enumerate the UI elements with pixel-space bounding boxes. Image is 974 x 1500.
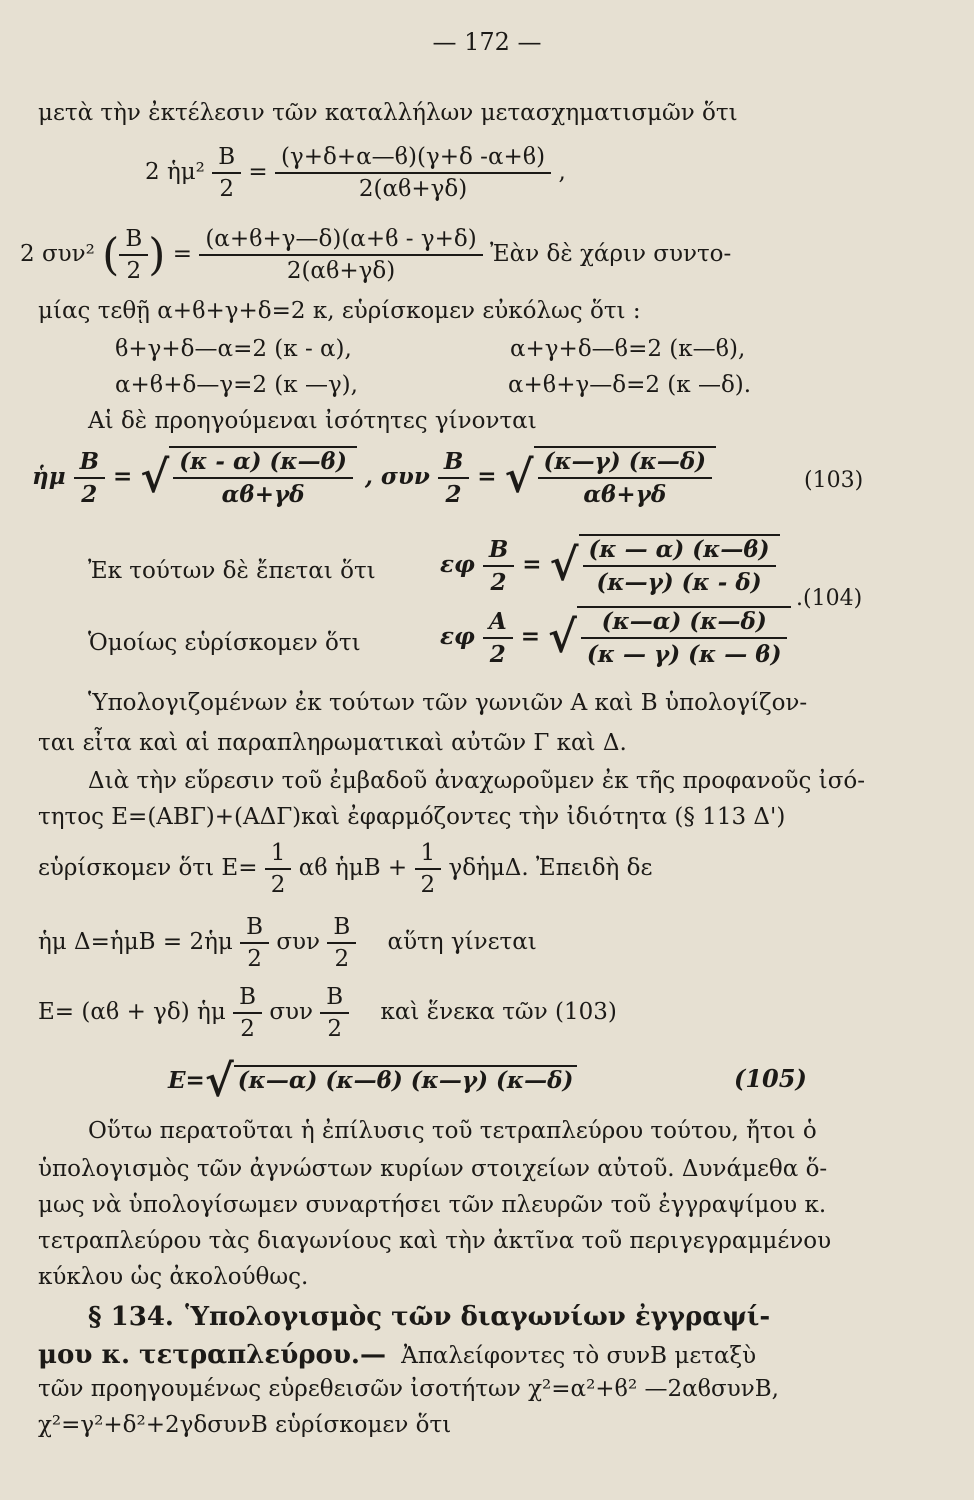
- text-line: χ²=γ²+δ²+2γδσυνΒ εὑρίσκομεν ὅτι: [38, 1412, 452, 1438]
- text-line: μετὰ τὴν ἐκτέλεσιν τῶν καταλλήλων μετασχηματισμῶν ὅτι: [38, 100, 738, 126]
- text-line: Ὑπολογιζομένων ἐκ τούτων τῶν γωνιῶν Α καὶ Β ὑπολογίζον-: [88, 690, 808, 716]
- equation-2: 2 συν² ( $\frac{B}{2}$ ) = $\frac{(\alpha+ϐ+\gamma—\delta)(\alpha+ϐ - \gamma+\delta)}{2(\alpha ϐ+\gamma\delta)}$ Ἐὰν δὲ χάριν συντο-: [20, 226, 732, 284]
- fraction: $\frac{(\gamma+\delta+\alpha—ϐ)(\gamma+\delta -\alpha+ϐ)}{2(\alpha ϐ+\gamma\delta)}$: [275, 144, 551, 202]
- section-heading: § 134. Ὑπολογισμὸς τῶν διαγωνίων ἐγγραψί-: [88, 1302, 771, 1332]
- equation-label-104: .(104): [796, 586, 863, 611]
- text-line: μίας τεθῇ α+ϐ+γ+δ=2 κ, εὑρίσκομεν εὐκόλως ὅτι :: [38, 298, 641, 324]
- page-number: — 172 —: [432, 28, 542, 56]
- text-line: ϐ+γ+δ—α=2 (κ - α),: [115, 336, 352, 362]
- formula-104a: εφ $\frac{B}{2}$ = √ $\frac{(\kappa — \alpha) (\kappa—ϐ)}{(\kappa—\gamma) (\kappa - \delta)}$: [440, 534, 780, 596]
- paren-left: (: [102, 229, 120, 281]
- text-line: ὑπολογισμὸς τῶν ἀγνώστων κυρίων στοιχείων αὐτοῦ. Δυνάμεθα ὅ-: [38, 1156, 828, 1182]
- equation-sinD: ἡμ Δ=ἡμΒ = 2ἡμ $\frac{B}{2}$ συν $\frac{B}{2}$ αὕτη γίνεται: [38, 914, 537, 972]
- formula-104b: εφ $\frac{A}{2}$ = √ $\frac{(\kappa—\alpha) (\kappa—\delta)}{(\kappa — \gamma) (\kappa — ϐ)}$: [440, 606, 791, 668]
- text-line: Ἐκ τούτων δὲ ἔπεται ὅτι: [88, 558, 376, 584]
- text-line: Αἱ δὲ προηγούμεναι ἰσότητες γίνονται: [88, 408, 537, 434]
- equation-label-105: (105): [734, 1064, 807, 1093]
- fraction: $\frac{B}{2}$: [119, 226, 148, 284]
- fraction: $\frac{(\alpha+ϐ+\gamma—\delta)(\alpha+ϐ - \gamma+\delta)}{2(\alpha ϐ+\gamma\delta)}$: [199, 226, 482, 284]
- text-tail: Ἐὰν δὲ χάριν συντο-: [490, 241, 732, 267]
- text-line: Ὁμοίως εὑρίσκομεν ὅτι: [88, 630, 361, 656]
- text-line: τῶν προηγουμένως εὑρεθεισῶν ἰσοτήτων χ²=α²+ϐ² —2αϐσυνΒ,: [38, 1376, 779, 1402]
- eq-lhs: 2 ἡμ²: [145, 159, 213, 185]
- text-line: α+ϐ+δ—γ=2 (κ —γ),: [115, 372, 358, 398]
- text-line: μως νὰ ὑπολογίσωμεν συναρτήσει τῶν πλευρῶν τοῦ ἐγγραψίμου κ.: [38, 1192, 827, 1218]
- fraction: $\frac{B}{2}$: [212, 144, 241, 202]
- equation-area: εὑρίσκομεν ὅτι Ε= $\frac{1}{2}$ αϐ ἡμΒ + $\frac{1}{2}$ γδἡμΔ. Ἐπειδὴ δε: [38, 840, 653, 898]
- section-heading-cont: μου κ. τετραπλεύρου.— Ἀπαλείφοντες τὸ συνΒ μεταξὺ: [38, 1340, 757, 1370]
- text-line: Διὰ τὴν εὕρεσιν τοῦ ἐμβαδοῦ ἀναχωροῦμεν ἐκ τῆς προφανοῦς ἰσό-: [88, 768, 866, 794]
- text-line: ται εἶτα καὶ αἱ παραπληρωματικαὶ αὐτῶν Γ καὶ Δ.: [38, 730, 627, 756]
- eq-lhs: 2 συν²: [20, 241, 95, 267]
- equation-1: [145, 144, 566, 202]
- paren-right: ): [148, 229, 166, 281]
- text-line: α+ϐ+γ—δ=2 (κ —δ).: [508, 372, 752, 398]
- text-line: Οὕτω περατοῦται ἡ ἐπίλυσις τοῦ τετραπλεύρου τούτου, ἤτοι ὁ: [88, 1118, 817, 1144]
- formula-105: E=√ (κ—α) (κ—ϐ) (κ—γ) (κ—δ): [168, 1060, 577, 1104]
- text-line: τητος Ε=(ΑΒΓ)+(ΑΔΓ)καὶ ἐφαρμόζοντες τὴν ἰδιότητα (§ 113 Δ'): [38, 804, 786, 830]
- equation-area-2: Ε= (αϐ + γδ) ἡμ $\frac{B}{2}$ συν $\frac{B}{2}$ καὶ ἕνεκα τῶν (103): [38, 984, 617, 1042]
- text-line: κύκλου ὡς ἀκολούθως.: [38, 1264, 309, 1290]
- formula-103: ἡμ $\frac{B}{2}$ = √ $\frac{(\kappa - \alpha) (\kappa—ϐ)}{\alpha ϐ+\gamma\delta}$ , συν $\frac{B}{2}$ = √ $\frac{(\kappa—\gamma) (\kappa—\delta)}{\alpha ϐ+\gamma\delta}$: [32, 446, 716, 508]
- comma: ,: [558, 159, 566, 185]
- text-line: α+γ+δ—ϐ=2 (κ—ϐ),: [510, 336, 746, 362]
- equation-label-103: (103): [804, 468, 864, 493]
- text-line: τετραπλεύρου τὰς διαγωνίους καὶ τὴν ἀκτῖνα τοῦ περιγεγραμμένου: [38, 1228, 832, 1254]
- equals: =: [248, 159, 268, 185]
- radical-sign: √: [140, 452, 170, 503]
